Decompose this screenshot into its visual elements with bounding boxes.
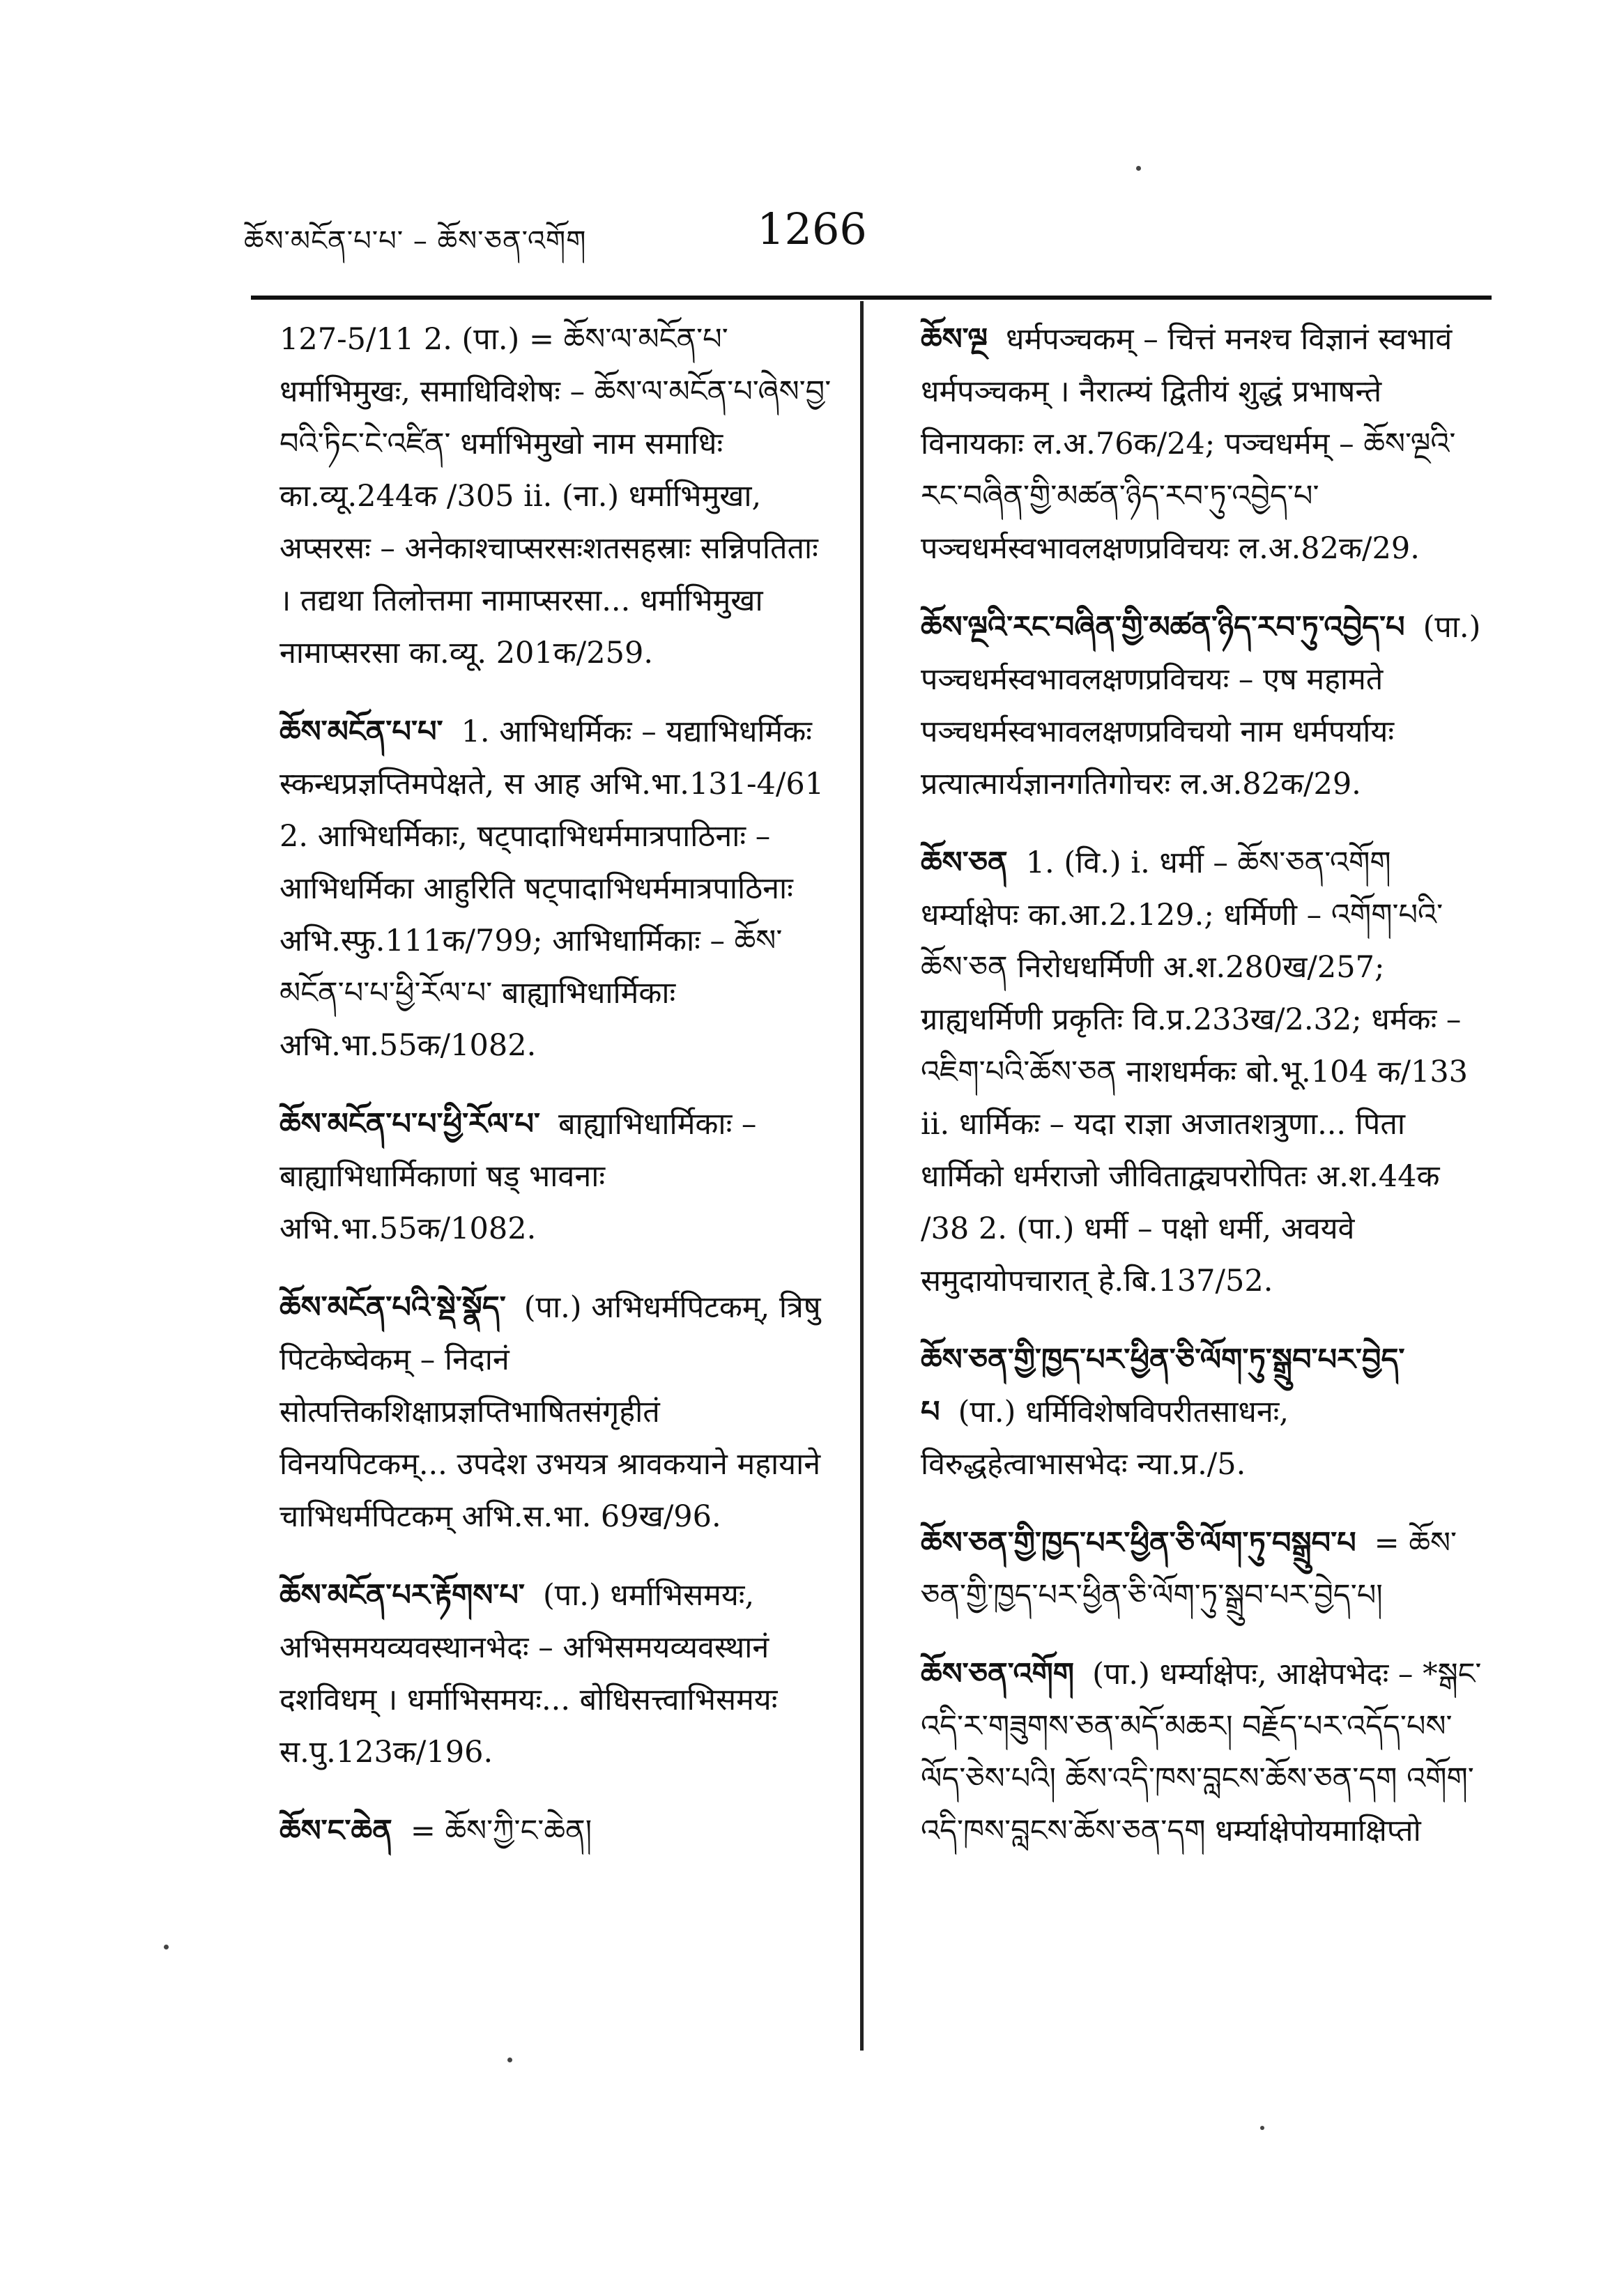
dictionary-entry <box>247 706 833 1072</box>
entry-headword: ཆོས་ང་ཆེན <box>279 1814 392 1848</box>
left-column <box>247 314 833 2056</box>
dictionary-entry <box>889 1517 1488 1622</box>
header-rule <box>251 296 1492 300</box>
dictionary-entry <box>247 314 833 680</box>
scan-speck <box>164 1945 169 1949</box>
page-number: 1266 <box>757 204 867 254</box>
right-column <box>889 314 1488 2056</box>
entry-headword: ཆོས་མངོན་པར་རྟོགས་པ་ <box>279 1578 525 1613</box>
entry-headword: ཆོས་ཅན་གྱི་ཁྱད་པར་ཕྱིན་ཅི་ལོག་ཏུ་བསྒྲུབ་པ <box>921 1526 1356 1561</box>
running-head: ཆོས་མངོན་པ་པ་ – ཆོས་ཅན་འགོག <box>244 225 587 257</box>
entry-headword: ཆོས་མངོན་པ་པ་ཕྱི་རོལ་པ་ <box>279 1107 540 1142</box>
entry-text: (पा.) धर्मिविशेषविपरीतसाधनः, विरुद्धहेत्वाभासभेदः न्या.प्र./5. <box>921 1395 1289 1482</box>
dictionary-entry <box>247 1570 833 1779</box>
dictionary-entry <box>889 837 1488 1308</box>
scan-speck <box>507 2058 512 2062</box>
column-divider <box>860 301 864 2051</box>
entry-headword: ཆོས་མངོན་པའི་སྡེ་སྣོད་ <box>279 1290 506 1325</box>
entry-headword: ཆོས་ལྔ <box>921 322 988 357</box>
entry-headword: ཆོས་མངོན་པ་པ་ <box>279 714 443 749</box>
entry-headword: ཆོས་ལྔའི་རང་བཞིན་གྱི་མཚན་ཉིད་རབ་ཏུ་འབྱེད་པ <box>921 610 1405 645</box>
entry-text: 1. आभिधर्मिकः – यद्याभिधर्मिकः स्कन्धप्रज्ञप्तिमपेक्षते, स आह अभि.भा.131-4/61 2. आभिधर्मिकाः, षट्पादाभिधर्ममात्रपाठिनाः – आभिधर्मिका आहुरिति षट्पादाभिधर्ममात्रपाठिनाः अभि.स्फु.111क/799; आभिधार्मिकाः – ཆོས་མངོན་པ་པ་ཕྱི་རོལ་པ་ बाह्याभिधार्मिकाः अभि.भा.55क/1082. <box>279 714 825 1063</box>
dictionary-entry <box>889 602 1488 811</box>
entry-headword: ཆོས་ཅན <box>921 845 1008 880</box>
dictionary-entry <box>889 1648 1488 1857</box>
entry-text: = ཆོས་ཅན་གྱི་ཁྱད་པར་ཕྱིན་ཅི་ལོག་ཏུ་སྒྲུབ་པར་བྱེད་པ། <box>921 1526 1457 1613</box>
page-header <box>0 0 1624 293</box>
entry-headword: ཆོས་ཅན་གྱི་ཁྱད་པར་ཕྱིན་ཅི་ལོག་ཏུ་སྒྲུབ་པར་བྱེད་པ <box>921 1342 1405 1430</box>
dictionary-entry <box>247 1805 833 1857</box>
dictionary-entry <box>247 1098 833 1255</box>
entry-text: बाह्याभिधार्मिकाः – बाह्याभिधार्मिकाणां षड् भावनाः अभि.भा.55क/1082. <box>279 1107 757 1246</box>
entry-text: (पा.) पञ्चधर्मस्वभावलक्षणप्रविचयः – एष महामते पञ्चधर्मस्वभावलक्षणप्रविचयो नाम धर्मपर्यायः प्रत्यात्मार्यज्ञानगतिगोचरः ल.अ.82क/29. <box>921 610 1481 802</box>
entry-text: 127-5/11 2. (पा.) = ཆོས་ལ་མངོན་པ་ धर्माभिमुखः, समाधिविशेषः – ཆོས་ལ་མངོན་པ་ཞེས་བྱ་བའི་ཏིང་ངེ་འཛིན་ धर्माभिमुखो नाम समाधिः का.व्यू.244क /305 ii. (ना.) धर्माभिमुखा, अप्सरसः – अनेकाश्चाप्सरसःशतसहस्राः सन्निपतिताः । तद्यथा तिलोत्तमा नामाप्सरसा... धर्माभिमुखा नामाप्सरसा का.व्यू. 201क/259. <box>279 322 832 671</box>
entry-text: (पा.) धर्म्याक्षेपः, आक्षेपभेदः – *སྒང་འདི་ར་གཟུགས་ཅན་མདོ་མཆར། བརྗོད་པར་འདོད་པས་ལོད་ཅེས་པའི། ཆོས་འདི་ཁས་བླངས་ཆོས་ཅན་དག འགོག་འདི་ཁས་བླངས་ཆོས་ཅན་དག धर्म्याक्षेपोयमाक्षिप्तो <box>921 1657 1482 1848</box>
entry-headword: ཆོས་ཅན་འགོག <box>921 1657 1075 1692</box>
entry-text: = ཆོས་ཀྱི་ང་ཆེན། <box>410 1814 592 1848</box>
dictionary-entry <box>889 314 1488 575</box>
entry-text: 1. (वि.) i. धर्मी – ཆོས་ཅན་འགོག धर्म्याक्षेपः का.आ.2.129.; धर्मिणी – འགོག་པའི་ཆོས་ཅན निरोधधर्मिणी अ.श.280ख/257; ग्राह्यधर्मिणी प्रकृतिः वि.प्र.233ख/2.32; धर्मकः – འཇིག་པའི་ཆོས་ཅན नाशधर्मकः बो.भू.104 क/133 ii. धार्मिकः – यदा राज्ञा अजातशत्रुणा... पिता धार्मिको धर्मराजो जीविताद्व्यपरोपितः अ.श.44क /38 2. (पा.) धर्मी – पक्षो धर्मी, अवयवे समुदायोपचारात् हे.बि.137/52. <box>921 845 1469 1298</box>
dictionary-entry <box>889 1334 1488 1491</box>
scan-speck <box>1136 166 1141 171</box>
entry-text: धर्मपञ्चकम् – चित्तं मनश्च विज्ञानं स्वभावं धर्मपञ्चकम् । नैरात्म्यं द्वितीयं शुद्धं प्रभाषन्ते विनायकाः ल.अ.76क/24; पञ्चधर्मम् – ཆོས་ལྔའི་རང་བཞིན་གྱི་མཚན་ཉིད་རབ་ཏུ་འབྱེད་པ་ पञ्चधर्मस्वभावलक्षणप्रविचयः ल.अ.82क/29. <box>921 322 1456 566</box>
entry-text: (पा.) धर्माभिसमयः, अभिसमयव्यवस्थानभेदः – अभिसमयव्यवस्थानं दशविधम् । धर्माभिसमयः... बोधिसत्त्वाभिसमयः स.पु.123क/196. <box>279 1578 778 1770</box>
dictionary-entry <box>247 1282 833 1543</box>
scan-speck <box>1260 2126 1264 2130</box>
entry-text: (पा.) अभिधर्मपिटकम्, त्रिषु पिटकेष्वेकम् – निदानं सोत्पत्तिकशिक्षाप्रज्ञप्तिभाषितसंगृहीतं विनयपिटकम्... उपदेश उभयत्र श्रावकयाने महायाने चाभिधर्मपिटकम् अभि.स.भा. 69ख/96. <box>279 1290 821 1534</box>
